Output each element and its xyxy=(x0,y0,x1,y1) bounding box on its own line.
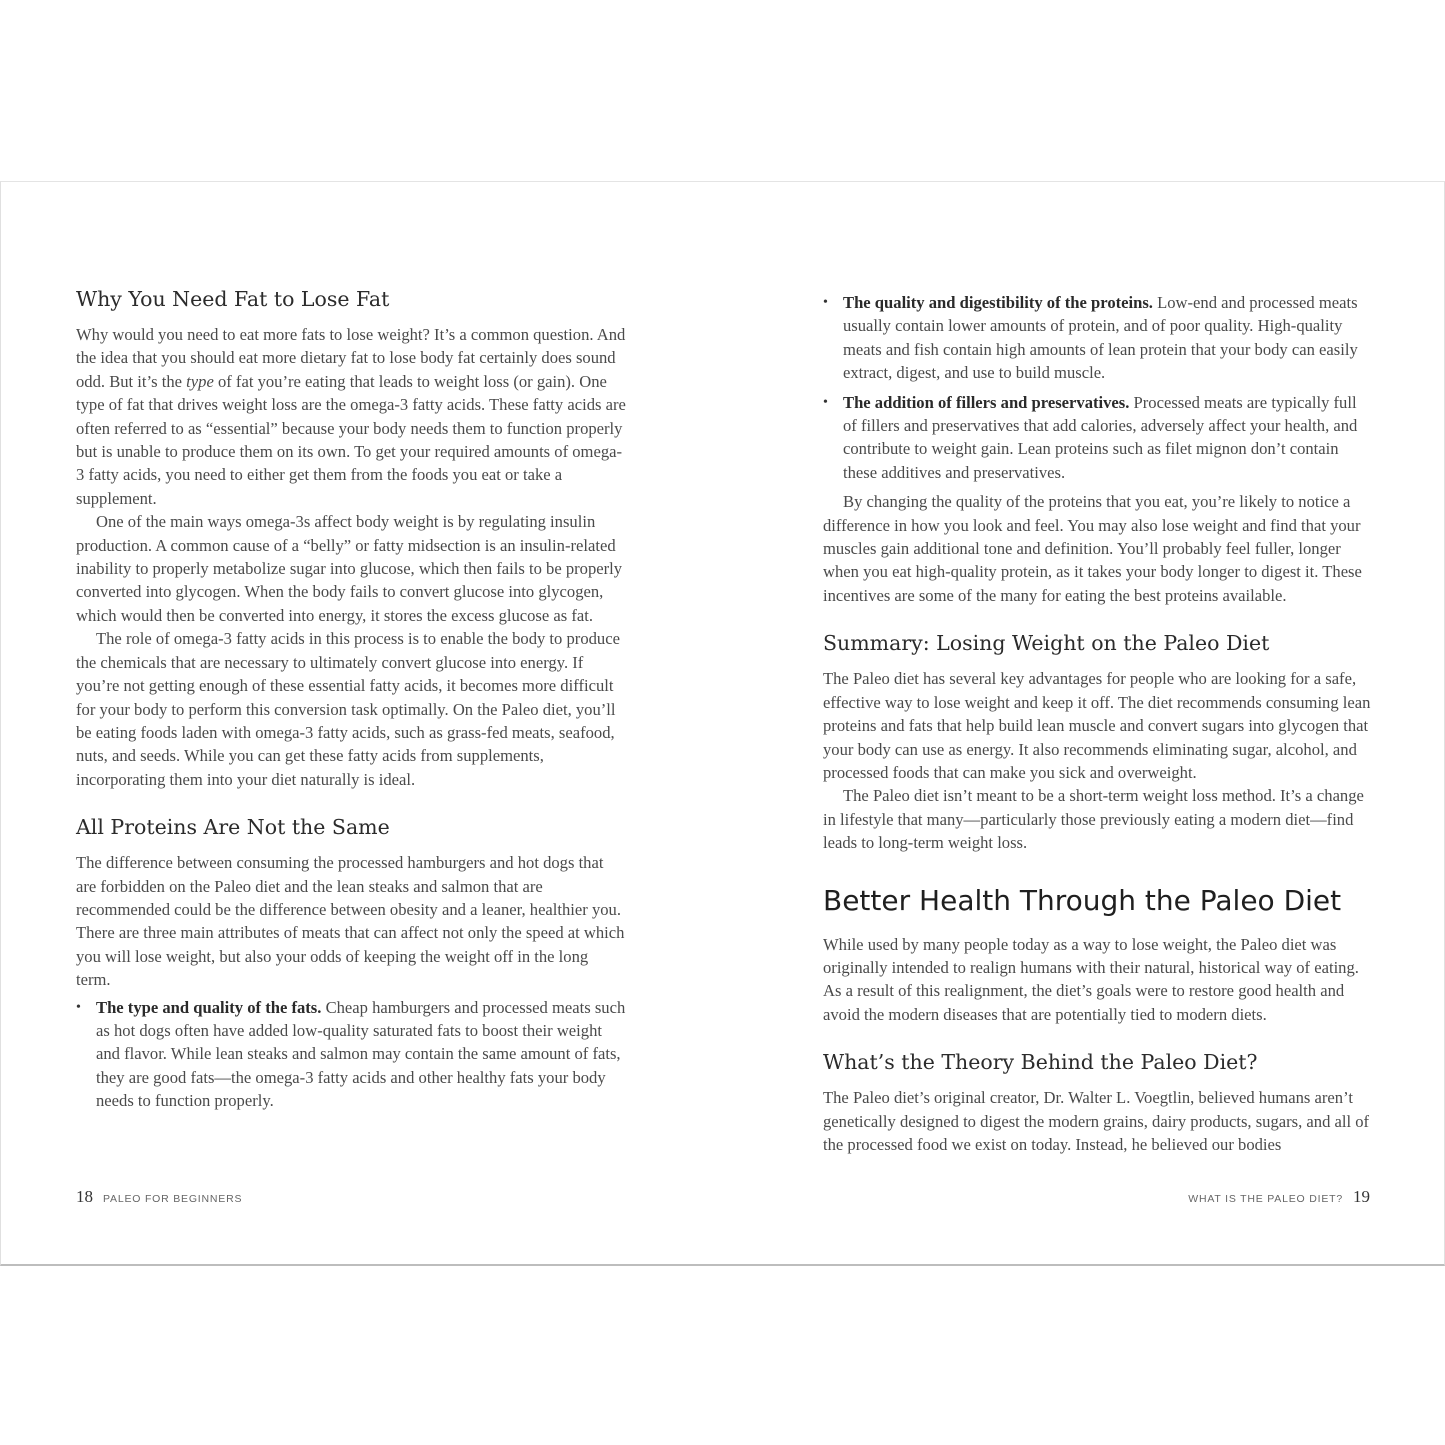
bullet-list xyxy=(823,291,1373,484)
heading-summary: Summary: Losing Weight on the Paleo Diet xyxy=(823,631,1270,656)
left-page-text xyxy=(76,285,626,1119)
footer-left xyxy=(76,1187,242,1207)
list-item: • The addition of fillers and preservatives. Processed meats are typically full of fillers and preservatives that add calories, adversely affect your health, and contribute to weight gain. Lean proteins such as filet mignon don’t contain these additives and preservatives. xyxy=(823,392,1358,482)
page-number-right: 19 xyxy=(1353,1187,1370,1206)
paragraph: One of the main ways omega-3s affect body weight is by regulating insulin production. A common cause of a “belly” or fatty midsection is an insulin-related inability to properly metabolize sugar into glucose, which then fails to be properly converted into glycogen. When the body fails to convert glucose into glycogen, which would then be converted into energy, it stores the excess glucose as fat. xyxy=(76,512,623,625)
bullet-icon: • xyxy=(823,394,828,410)
heading-theory: What’s the Theory Behind the Paleo Diet? xyxy=(823,1050,1258,1075)
running-head-left: PALEO FOR BEGINNERS xyxy=(103,1193,243,1205)
heading-why-you-need-fat: Why You Need Fat to Lose Fat xyxy=(76,287,390,311)
footer-right xyxy=(1188,1187,1370,1207)
list-item: • The quality and digestibility of the proteins. Low-end and processed meats usually contain lower amounts of protein, and of poor quality. High-quality meats and fish contain high amounts of lean protein that your body can easily extract, digest, and use to build muscle. xyxy=(823,293,1358,383)
emphasis-type: type xyxy=(186,371,214,391)
running-head-right: WHAT IS THE PALEO DIET? xyxy=(1188,1193,1343,1205)
bullet-list xyxy=(76,996,626,1113)
book-spread xyxy=(0,181,1445,1266)
paragraph: The difference between consuming the processed hamburgers and hot dogs that are forbidden on the Paleo diet and the lean steaks and salmon that are recommended could be the difference between obesity and a leaner, healthier you. There are three main attributes of meats that can affect not only the speed at which you will lose weight, but also your odds of keeping the weight off in the long term. xyxy=(76,853,625,990)
paragraph: By changing the quality of the proteins that you eat, you’re likely to notice a difference in how you look and feel. You may also lose weight and find that your muscles gain additional tone and definition. You’ll probably feel fuller, longer when you eat high-quality protein, as it takes your body longer to digest it. These incentives are some of the many for eating the best proteins available. xyxy=(823,492,1362,605)
chapter-heading-better-health: Better Health Through the Paleo Diet xyxy=(823,883,1342,917)
paragraph: The Paleo diet has several key advantages for people who are looking for a safe, effective way to lose weight and keep it off. The diet recommends consuming lean proteins and fats that help build lean muscle and convert sugars into glycogen that your body can use as energy. It also recommends eliminating sugar, alcohol, and processed foods that can make you sick and overweight. xyxy=(823,669,1371,782)
bullet-icon: • xyxy=(823,295,828,310)
paragraph: While used by many people today as a way to lose weight, the Paleo diet was originally intended to realign humans with their natural, historical way of eating. As a result of this realignment, the diet’s goals were to restore good health and avoid the modern diseases that are potentially tied to modern diets. xyxy=(823,934,1359,1024)
paragraph: Why would you need to eat more fats to lose weight? It’s a common question. And the idea that you should eat more dietary fat to lose body fat certainly does sound odd. But it’s the type of fat you’re eating that leads to weight loss (or gain). One type of fat that drives weight loss are the omega-3 fatty acids. These fatty acids are often referred to as “essential” because your body needs them to function properly but is unable to produce them on its own. To get your required amounts of omega-3 fatty acids, you need to either get them from the foods you eat or take a supplement. xyxy=(76,325,626,508)
bullet-icon: • xyxy=(76,999,81,1015)
page-number-left: 18 xyxy=(76,1187,93,1206)
paragraph: The Paleo diet isn’t meant to be a short-term weight loss method. It’s a change in lifestyle that many—particularly those previously eating a modern diet—find leads to long-term weight loss. xyxy=(823,786,1364,853)
right-page-text xyxy=(823,285,1373,1156)
heading-all-proteins: All Proteins Are Not the Same xyxy=(76,815,390,840)
list-item: • The type and quality of the fats. Cheap hamburgers and processed meats such as hot dogs often have added low-quality saturated fats to boost their weight and flavor. While lean steaks and salmon may contain the same amount of fats, they are good fats—the omega-3 fatty acids and other healthy fats your body needs to function properly. xyxy=(76,997,626,1111)
paragraph: The role of omega-3 fatty acids in this process is to enable the body to produce the chemicals that are necessary to ultimately convert glucose into energy. If you’re not getting enough of these essential fatty acids, it becomes more difficult for your body to perform this conversion task optimally. On the Paleo diet, you’ll be eating foods laden with omega-3 fatty acids, such as grass-fed meats, seafood, nuts, and seeds. While you can get these fatty acids from supplements, incorporating them into your diet naturally is ideal. xyxy=(76,629,620,789)
paragraph: The Paleo diet’s original creator, Dr. Walter L. Voegtlin, believed humans aren’t genetically designed to digest the modern grains, dairy products, sugars, and all of the processed food we exist on today. Instead, he believed our bodies xyxy=(823,1088,1370,1154)
